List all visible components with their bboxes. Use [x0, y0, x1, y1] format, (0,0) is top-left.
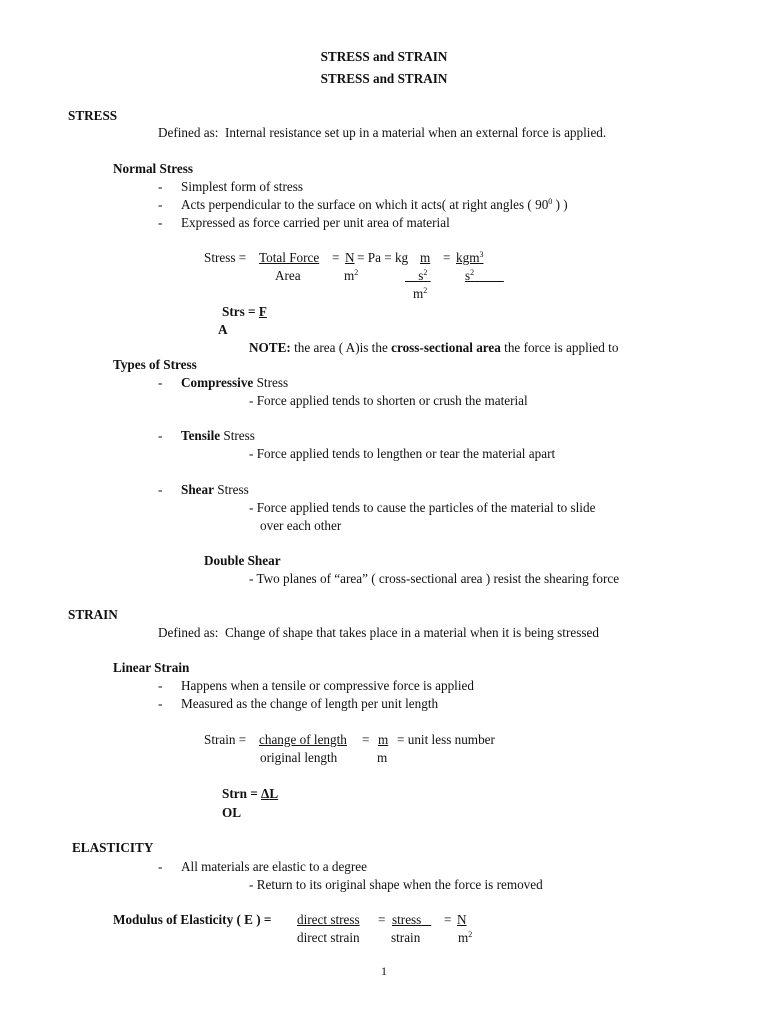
cross-section-note: NOTE: the area ( A)is the cross-sectional area the force is applied to	[249, 340, 619, 355]
normal-stress-bullet-1: Simplest form of stress	[181, 179, 303, 194]
stress-formula-n: N	[345, 250, 355, 265]
stress-definition: Defined as: Internal resistance set up in a material when an external force is applied.	[158, 125, 607, 140]
modulus-eq: =	[378, 912, 386, 927]
page-number: 1	[381, 964, 387, 978]
stress-formula-numerator: Total Force	[259, 250, 320, 265]
stress-formula-m: m	[420, 250, 431, 265]
document-title: STRESS and STRAIN	[320, 49, 448, 64]
shear-stress-desc: - Force applied tends to cause the particles of the material to slide	[249, 500, 596, 515]
shear-stress-item: Shear Stress	[181, 482, 249, 497]
modulus-numerator-2: stress	[392, 912, 422, 927]
stress-formula-m2-sub: $m^2$	[413, 286, 428, 301]
modulus-numerator-3: N	[457, 912, 467, 927]
bullet-dash: -	[158, 482, 163, 497]
double-shear-desc: - Two planes of “area” ( cross-sectional area ) resist the shearing force	[249, 571, 620, 586]
bullet-dash: -	[158, 696, 163, 711]
modulus-label: Modulus of Elasticity ( E ) =	[113, 912, 272, 927]
strain-formula-m: m	[378, 732, 389, 747]
linear-strain-bullet-2: Measured as the change of length per unit length	[181, 696, 439, 711]
strain-definition: Defined as: Change of shape that takes place in a material when it is being stressed	[158, 625, 599, 640]
modulus-eq: =	[444, 912, 452, 927]
strs-formula-denominator: A	[218, 322, 228, 337]
linear-strain-bullet-1: Happens when a tensile or compressive force is applied	[181, 678, 474, 693]
tensile-stress-item: Tensile Stress	[181, 428, 255, 443]
strn-formula-denominator: OL	[222, 805, 242, 820]
elasticity-heading: ELASTICITY	[72, 840, 154, 855]
normal-stress-bullet-2: Acts perpendicular to the surface on which it acts( at right angles ( $90^0$ ) )	[181, 197, 568, 212]
strn-formula: Strn = ΔL	[222, 786, 279, 801]
bullet-dash: -	[158, 428, 163, 443]
stress-formula-eq: =	[332, 250, 340, 265]
strain-formula-den-m: m	[377, 750, 388, 765]
elasticity-bullet: All materials are elastic to a degree	[181, 859, 367, 874]
elasticity-sub: - Return to its original shape when the force is removed	[249, 877, 543, 892]
normal-stress-bullet-3: Expressed as force carried per unit area of material	[181, 215, 450, 230]
bullet-dash: -	[158, 678, 163, 693]
document-title-repeat: STRESS and STRAIN	[320, 71, 448, 86]
strain-formula-eq: =	[362, 732, 370, 747]
stress-formula-m2: $m^2$	[344, 268, 359, 283]
modulus-denominator-3: $m^2$	[458, 930, 473, 945]
bullet-dash: -	[158, 375, 163, 390]
modulus-denominator-2: strain	[391, 930, 421, 945]
compressive-stress-desc: - Force applied tends to shorten or crush the material	[249, 393, 528, 408]
strain-formula-denominator: original length	[260, 750, 338, 765]
bullet-dash: -	[158, 215, 163, 230]
stress-formula-s2-b: $s^2$	[465, 268, 475, 283]
stress-formula-kgm: kgm$^3$	[456, 250, 484, 265]
tensile-stress-desc: - Force applied tends to lengthen or tear the material apart	[249, 446, 556, 461]
normal-stress-heading: Normal Stress	[113, 161, 193, 176]
bullet-dash: -	[158, 859, 163, 874]
stress-formula-s2: $s^2$	[418, 268, 428, 283]
types-of-stress-heading: Types of Stress	[113, 357, 197, 372]
compressive-stress-item: Compressive Stress	[181, 375, 289, 390]
stress-formula-denominator: Area	[275, 268, 301, 283]
modulus-denominator-1: direct strain	[297, 930, 360, 945]
shear-stress-desc-cont: over each other	[260, 518, 342, 533]
stress-heading: STRESS	[68, 108, 118, 123]
stress-formula-eq: =	[443, 250, 451, 265]
modulus-numerator-1: direct stress	[297, 912, 360, 927]
strain-formula-result: = unit less number	[397, 732, 495, 747]
stress-formula-lhs: Stress =	[204, 250, 247, 265]
double-shear-heading: Double Shear	[204, 553, 281, 568]
strain-formula-lhs: Strain =	[204, 732, 247, 747]
strain-formula-numerator: change of length	[259, 732, 347, 747]
bullet-dash: -	[158, 179, 163, 194]
strs-formula: Strs = F	[222, 304, 267, 319]
linear-strain-heading: Linear Strain	[113, 660, 190, 675]
bullet-dash: -	[158, 197, 163, 212]
strain-heading: STRAIN	[68, 607, 118, 622]
stress-formula-pa: = Pa = kg	[357, 250, 409, 265]
